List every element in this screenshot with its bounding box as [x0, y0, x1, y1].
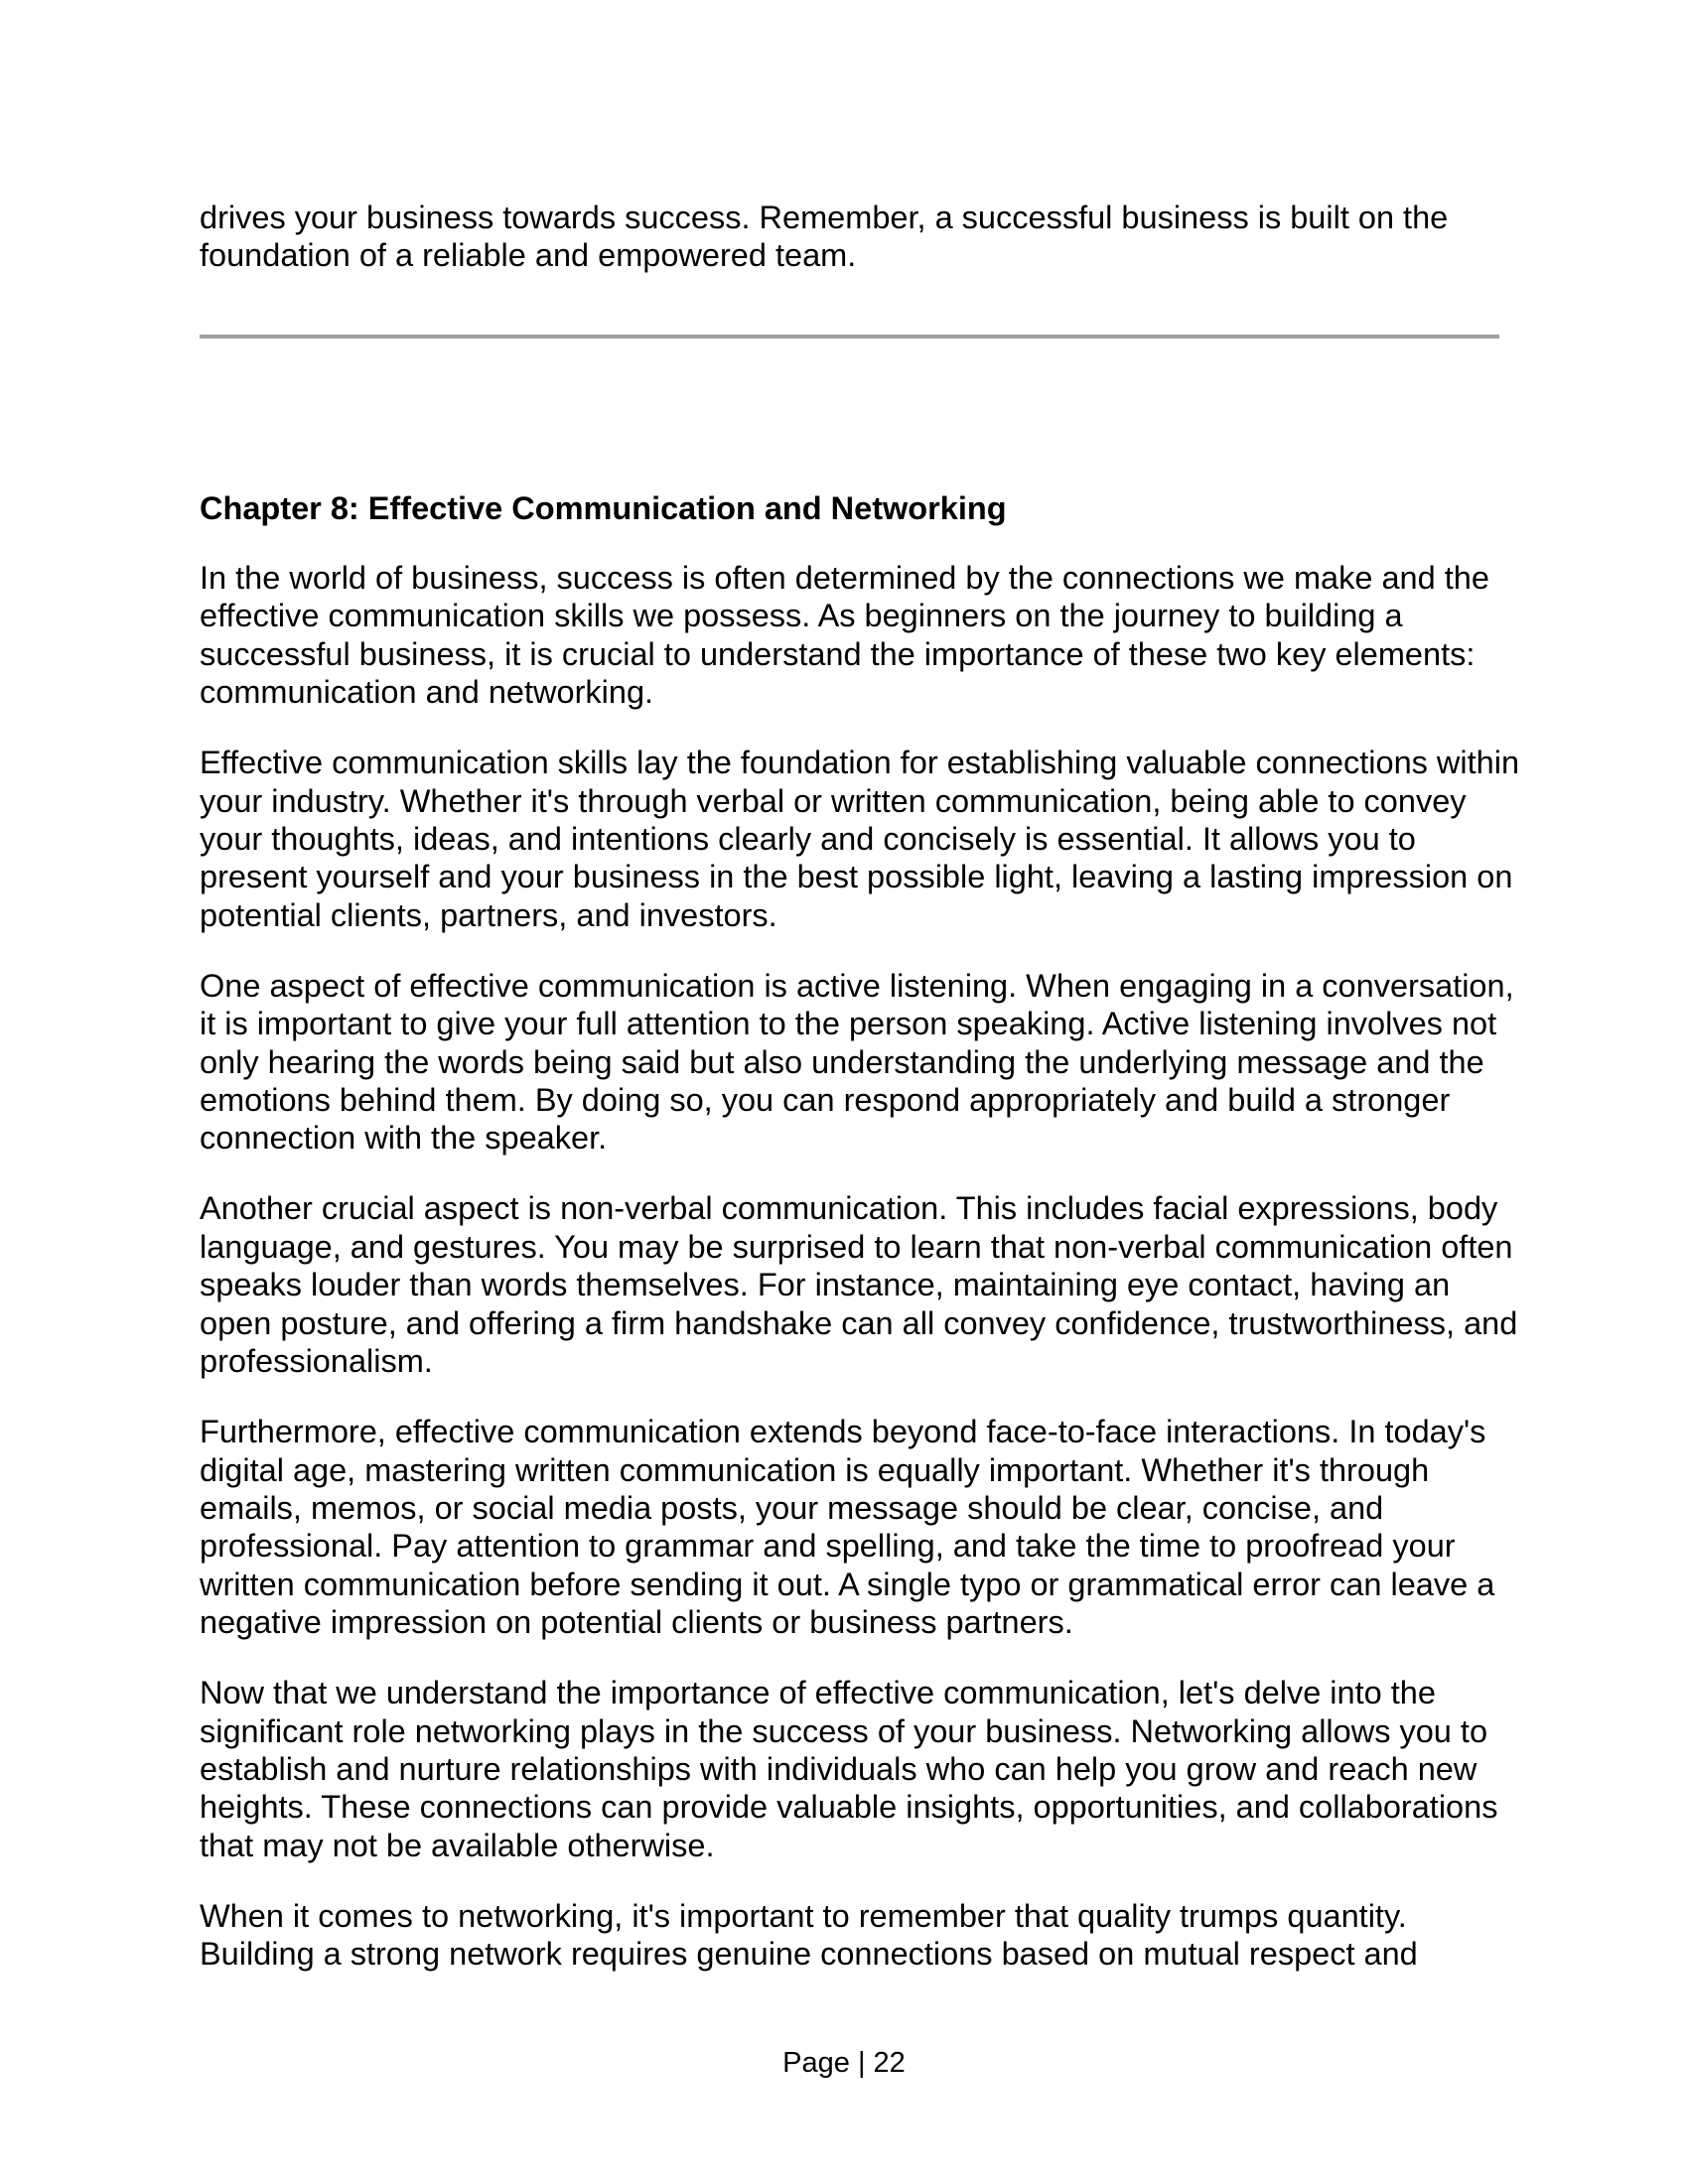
page-number: Page | 22 — [782, 2047, 906, 2079]
paragraph: Another crucial aspect is non-verbal communication. This includes facial expressions, body language, and gestures. You may be surprised to learn that non-verbal communication often speaks louder than words themselves. For instance, maintaining eye contact, having an open posture, and offering a firm handshake can all convey confidence, trustworthiness, and professionalism. — [200, 1190, 1518, 1380]
paragraph: Furthermore, effective communication extends beyond face-to-face interactions. In today's digital age, mastering written communication is equally important. Whether it's through emails, memos, or social media posts, your message should be clear, concise, and professional. Pay attention to grammar and spelling, and take the time to proofread your written communication before sending it out. A single typo or grammatical error can leave a negative impression on potential clients or business partners. — [200, 1414, 1495, 1641]
section-divider — [200, 335, 1499, 339]
paragraph: In the world of business, success is often determined by the connections we make and the effective communication skills we possess. As beginners on the journey to building a successful business, it is crucial to understand the importance of these two key elements: communication and networking. — [200, 560, 1489, 711]
paragraph: Effective communication skills lay the foundation for establishing valuable connections within your industry. Whether it's through verbal or written communication, being able to convey your thoughts, ideas, and intentions clearly and concisely is essential. It allows you to present yourself and your business in the best possible light, leaving a lasting impression on potential clients, partners, and investors. — [200, 745, 1520, 933]
paragraph: When it comes to networking, it's important to remember that quality trumps quantity. Building a strong network requires genuine connections based on mutual respect and — [200, 1897, 1418, 1973]
chapter-title: Chapter 8: Effective Communication and Networking — [200, 490, 1007, 526]
chapter-body — [200, 559, 1520, 2005]
paragraph: One aspect of effective communication is active listening. When engaging in a conversation, it is important to give your full attention to the person speaking. Active listening involves not only hearing the words being said but also understanding the underlying message and the emotions behind them. By doing so, you can respond appropriately and build a stronger connection with the speaker. — [200, 967, 1514, 1157]
continuation-paragraph: drives your business towards success. Remember, a successful business is built on the foundation of a reliable and empowered team. — [200, 200, 1449, 274]
paragraph: Now that we understand the importance of effective communication, let's delve into the significant role networking plays in the success of your business. Networking allows you to establish and nurture relationships with individuals who can help you grow and reach new heights. These connections can provide valuable insights, opportunities, and collaborations that may not be available otherwise. — [200, 1675, 1498, 1863]
continuation-text — [200, 199, 1520, 275]
